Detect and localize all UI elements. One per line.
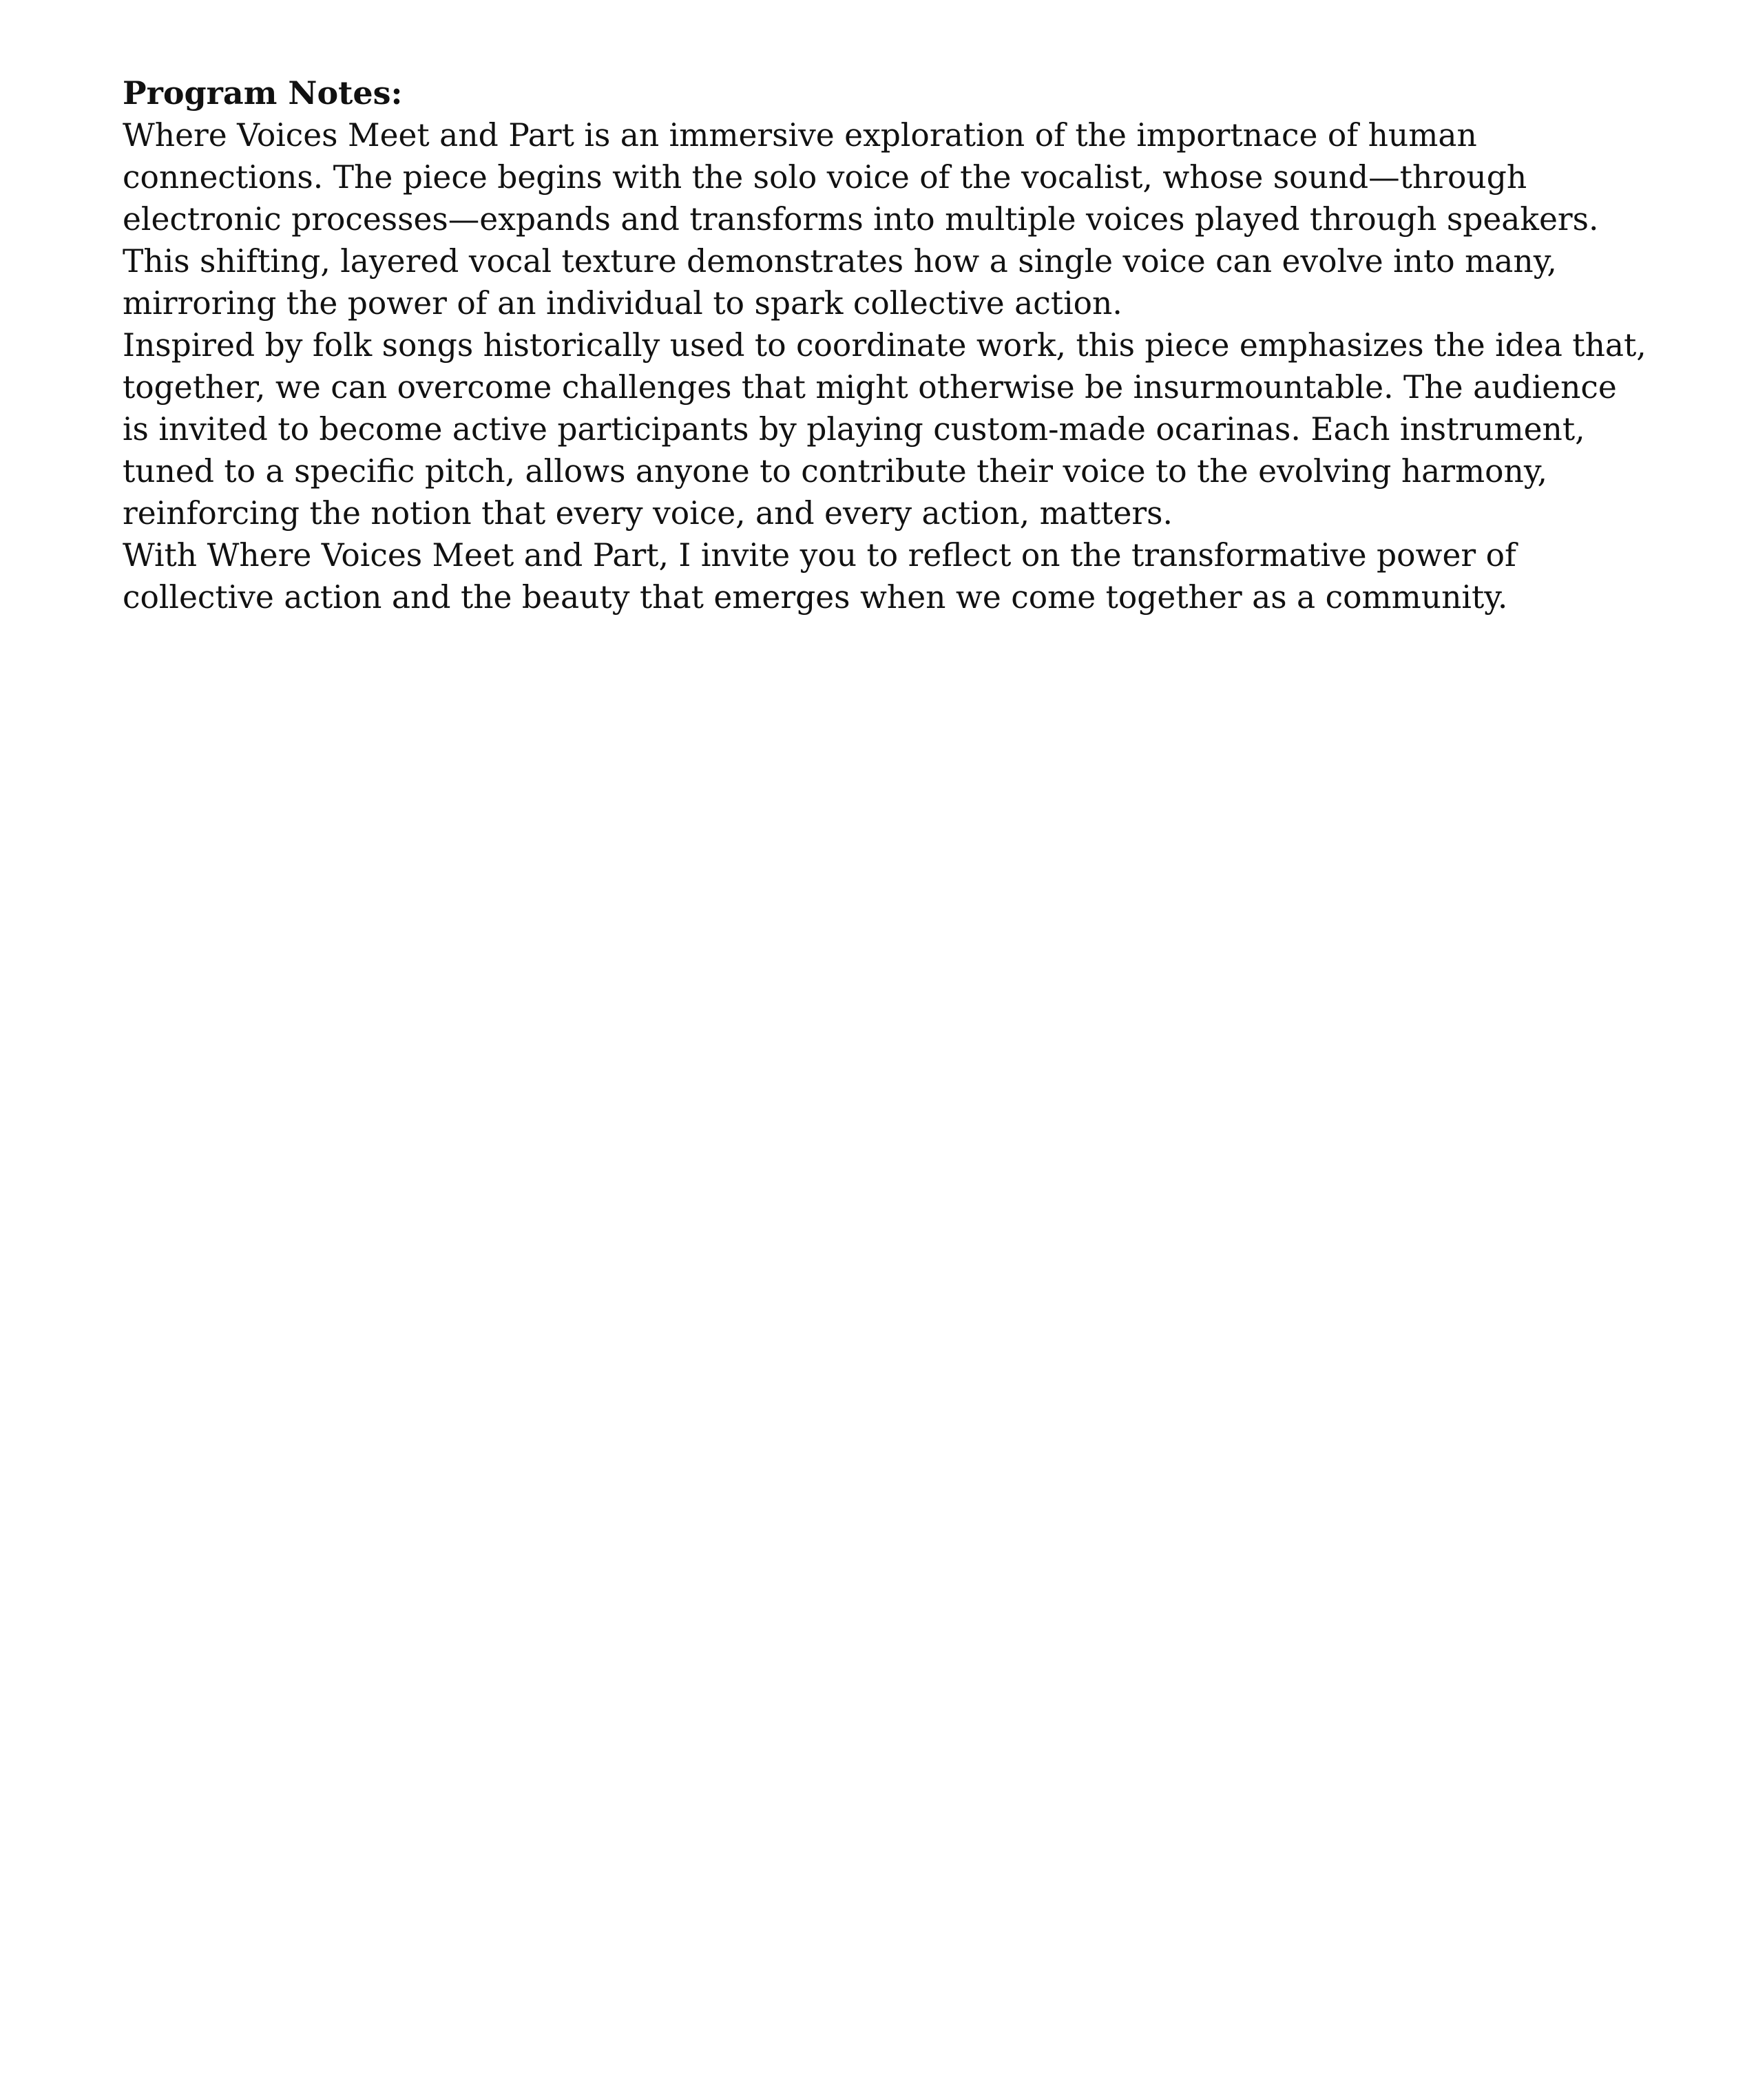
paragraph-line: electronic processes—expands and transforms into multiple voices played through speakers. bbox=[123, 201, 1599, 238]
paragraph-line: tuned to a specific pitch, allows anyone to contribute their voice to the evolving harmony, bbox=[123, 453, 1547, 490]
paragraph-line: is invited to become active participants by playing custom-made ocarinas. Each instrument, bbox=[123, 411, 1585, 448]
paragraph-line: This shifting, layered vocal texture demonstrates how a single voice can evolve into many, bbox=[123, 243, 1557, 280]
paragraph-3 bbox=[123, 534, 1706, 618]
paragraph-2 bbox=[123, 324, 1706, 534]
paragraph-1 bbox=[123, 114, 1706, 324]
paragraph-line: collective action and the beauty that emerges when we come together as a community. bbox=[123, 579, 1508, 616]
paragraph-line: mirroring the power of an individual to spark collective action. bbox=[123, 285, 1122, 322]
paragraph-line: reinforcing the notion that every voice, and every action, matters. bbox=[123, 495, 1173, 532]
paragraph-line: With Where Voices Meet and Part, I invite you to reflect on the transformative power of bbox=[123, 537, 1516, 574]
paragraph-line: together, we can overcome challenges that might otherwise be insurmountable. The audience bbox=[123, 369, 1617, 406]
program-notes-heading: Program Notes: bbox=[123, 74, 403, 112]
paragraph-line: Inspired by folk songs historically used to coordinate work, this piece emphasizes the idea that, bbox=[123, 327, 1647, 364]
document-page bbox=[123, 72, 1706, 618]
paragraph-line: Where Voices Meet and Part is an immersive exploration of the importnace of human bbox=[123, 117, 1477, 154]
paragraph-line: connections. The piece begins with the solo voice of the vocalist, whose sound—through bbox=[123, 159, 1527, 196]
